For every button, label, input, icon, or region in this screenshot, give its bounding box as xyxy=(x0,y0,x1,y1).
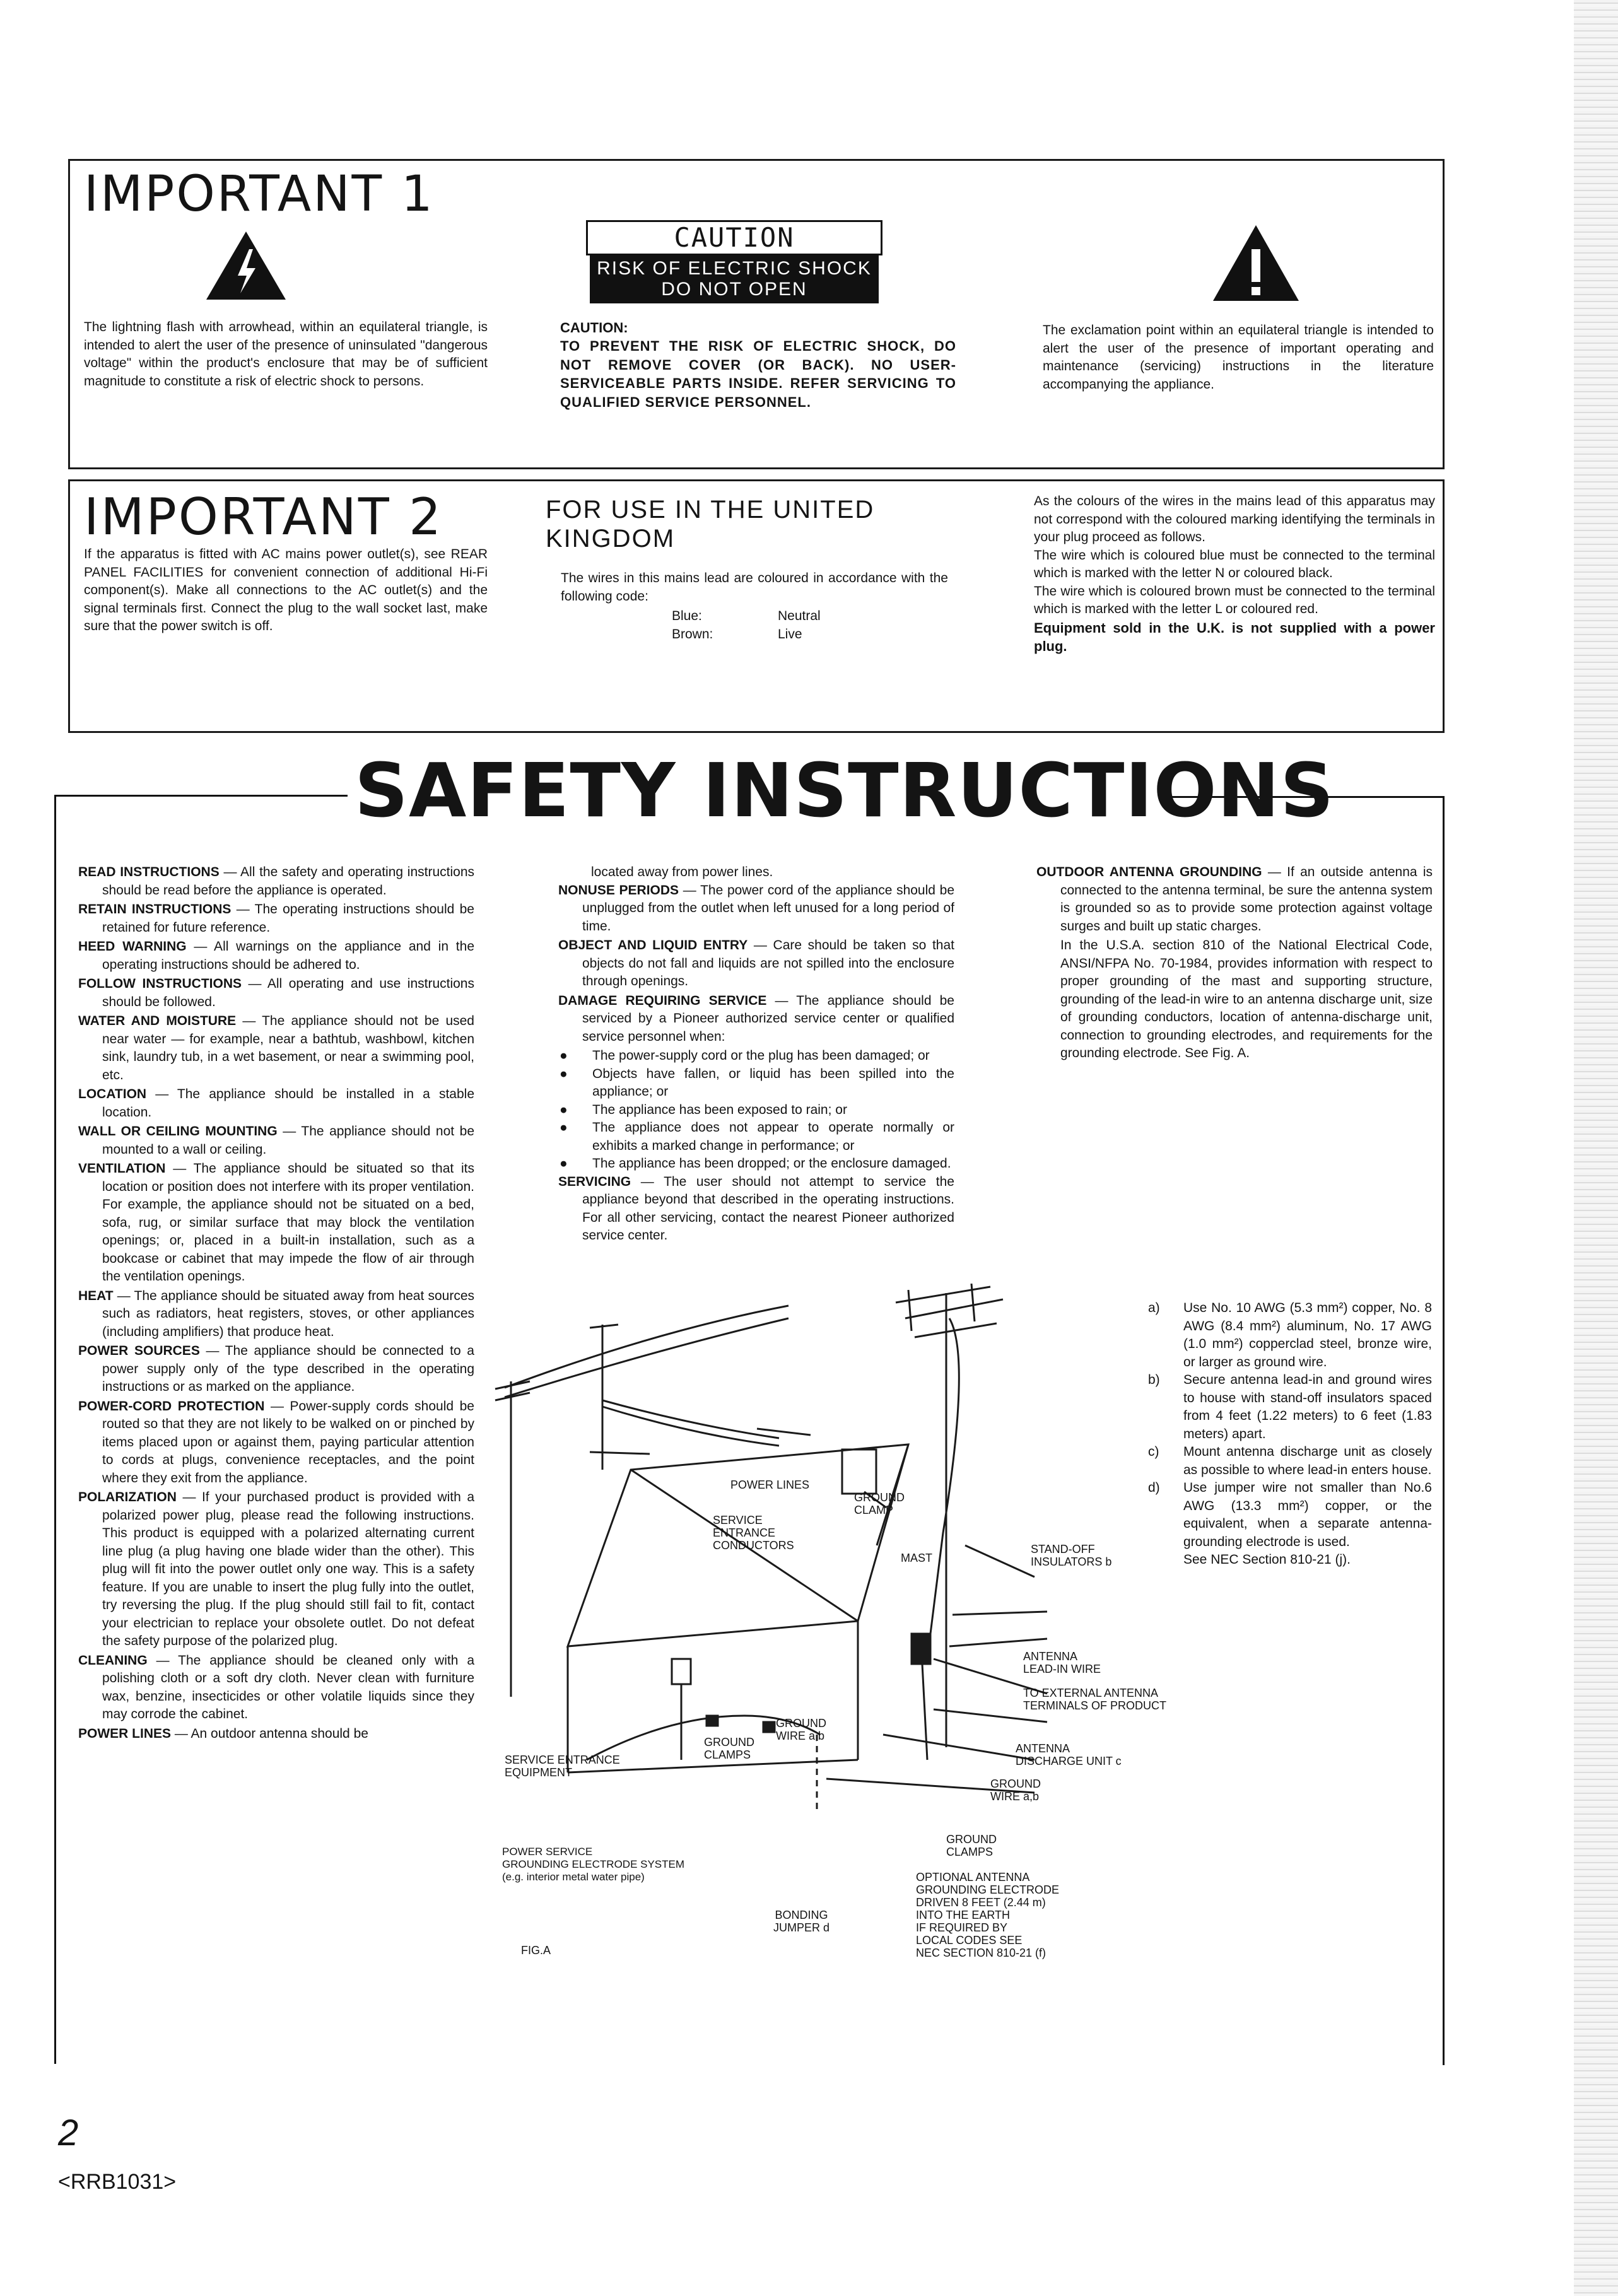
damage-condition-item: ● Objects have fallen, or liquid has been spilled into the appliance; or xyxy=(560,1066,954,1099)
safety-frame-right xyxy=(1443,796,1445,2065)
important-2-title: IMPORTANT 2 xyxy=(84,488,443,546)
safety-frame-left xyxy=(54,795,56,2064)
damage-condition-item: ● The appliance has been dropped; or the enclosure damaged. xyxy=(560,1155,954,1173)
label-ground-wire-upper: GROUND WIRE a,b xyxy=(776,1717,826,1742)
safety-column-2-items xyxy=(558,882,954,1046)
safety-item: POWER LINES — An outdoor antenna should be xyxy=(78,1726,368,1741)
safety-item: HEED WARNING — All warnings on the appliance and in the operating instructions should be adhered to. xyxy=(78,939,474,972)
label-to-external-antenna: TO EXTERNAL ANTENNA TERMINALS OF PRODUCT xyxy=(1023,1687,1167,1712)
safety-item: READ INSTRUCTIONS — All the safety and operating instructions should be read before the appliance is operated. xyxy=(78,865,474,898)
safety-item: LOCATION — The appliance should be installed in a stable location. xyxy=(78,1087,474,1120)
wire-code-row: Blue: Neutral xyxy=(672,609,821,623)
uk-plug-notice: Equipment sold in the U.K. is not supplied with a power plug. xyxy=(1034,619,1435,654)
model-code: <RRB1031> xyxy=(58,2170,177,2194)
wire-code-row: Brown: Live xyxy=(672,626,802,641)
label-ground-wire-lower: GROUND WIRE a,b xyxy=(990,1778,1041,1803)
bullet-icon: ● xyxy=(560,1102,568,1117)
antenna-note: d) Use jumper wire not smaller than No.6 AWG (13.3 mm²) copper, or the equivalent, when a separate antenna-grounding electrode is used. xyxy=(1148,1480,1432,1549)
label-service-entrance-conductors: SERVICE ENTRANCE CONDUCTORS xyxy=(713,1514,794,1552)
damage-condition-item: ● The appliance does not appear to operate normally or exhibits a marked change in performance; or xyxy=(560,1120,954,1153)
safety-item: CLEANING — The appliance should be cleaned only with a polishing cloth or a soft dry cloth. Never clean with furniture wax, benzine, insecticides or other volatile liquids since they may corrode the cabinet. xyxy=(78,1653,474,1721)
label-stand-off-insulators: STAND-OFF INSULATORS b xyxy=(1031,1543,1112,1568)
safety-rule-left xyxy=(54,795,348,797)
uk-wiring-instructions: As the colours of the wires in the mains lead of this apparatus may not correspond with the coloured marking identifying the terminals in your plug proceed as follows. The wire which is coloured blue must be connected to the terminal which is marked with the letter N or coloured black. The wire which is coloured brown must be connected to the terminal which is marked with the letter L or coloured red. Equipment sold in the U.K. is not supplied with a power plug. xyxy=(1034,493,1435,656)
safety-item: OUTDOOR ANTENNA GROUNDING — If an outside antenna is connected to the antenna terminal, be sure the antenna system is grounded so as to provide some protection against voltage surges and built up static charges. xyxy=(1036,865,1433,934)
safety-item: POWER SOURCES — The appliance should be connected to a power supply only of the type described in the operating instructions or as marked on the appliance. xyxy=(78,1344,474,1394)
label-service-entrance-equipment: SERVICE ENTRANCE EQUIPMENT xyxy=(505,1754,620,1779)
label-antenna-lead-in-wire: ANTENNA LEAD-IN WIRE xyxy=(1023,1650,1101,1675)
uk-wire-code-intro: The wires in this mains lead are coloured in accordance with the following code: xyxy=(561,571,948,604)
damage-condition-item: ● The power-supply cord or the plug has been damaged; or xyxy=(560,1047,954,1065)
bullet-icon: ● xyxy=(560,1066,568,1081)
lightning-warning-text: The lightning flash with arrowhead, within an equilateral triangle, is intended to alert the user of the presence of uninsulated "dangerous voltage" within the product's enclosure that may be of sufficient magnitude to constitute a risk of electric shock to persons. xyxy=(84,320,488,389)
safety-item: VENTILATION — The appliance should be situated so that its location or position does not interfere with its proper ventilation. For example, the appliance should not be situated on a bed, sofa, rug, or similar surface that may block the ventilation openings; or, placed in a built-in installation, such as a bookcase or cabinet that may impede the flow of air through the ventilation openings. xyxy=(78,1161,474,1284)
antenna-notes xyxy=(1148,1299,1432,1569)
antenna-note: a) Use No. 10 AWG (5.3 mm²) copper, No. 8 AWG (8.4 mm²) aluminum, No. 17 AWG (1.0 mm²) copperclad steel, bronze wire, or larger as ground wire. xyxy=(1148,1301,1432,1369)
antenna-note: See NEC Section 810-21 (j). xyxy=(1183,1552,1351,1567)
safety-column-2 xyxy=(558,864,954,1246)
caution-label: CAUTION xyxy=(586,220,882,255)
label-power-service-grounding: POWER SERVICE GROUNDING ELECTRODE SYSTEM (e.g. interior metal water pipe) xyxy=(502,1846,685,1883)
safety-column-3: OUTDOOR ANTENNA GROUNDING — If an outside antenna is connected to the antenna terminal, be sure the antenna system is grounded so as to provide some protection against voltage surges and built up static charges. In the U.S.A. section 810 of the National Electrical Code, ANSI/NFPA No. 70-1984, provides information with respect to proper grounding of the mast and supporting structure, grounding of the lead-in wire to an antenna discharge unit, size of grounding conductors, location of antenna-discharge unit, connection to grounding electrodes, and requirements for the grounding electrode. See Fig. A. xyxy=(1036,865,1433,1060)
bullet-icon: ● xyxy=(560,1048,568,1063)
power-lines-continuation: located away from power lines. xyxy=(591,865,773,879)
important-2-box xyxy=(68,479,1445,733)
uk-heading: FOR USE IN THE UNITED KINGDOM xyxy=(546,496,875,553)
safety-title: SAFETY INSTRUCTIONS xyxy=(355,747,1335,834)
damage-conditions-list xyxy=(558,1047,954,1173)
antenna-note: b) Secure antenna lead-in and ground wires to house with stand-off insulators spaced from 4 feet (1.22 meters) to 6 feet (1.83 meters) apart. xyxy=(1148,1373,1432,1441)
important-1-box xyxy=(68,159,1445,469)
scan-edge-shadow xyxy=(1574,0,1618,2296)
caution-text: TO PREVENT THE RISK OF ELECTRIC SHOCK, DO NOT REMOVE COVER (OR BACK). NO USER-SERVICEABLE PARTS INSIDE. REFER SERVICING TO QUALIFIED SERVICE PERSONNEL. xyxy=(560,338,956,410)
exclamation-triangle-icon xyxy=(1212,224,1300,302)
page-number: 2 xyxy=(58,2112,79,2153)
safety-item: RETAIN INSTRUCTIONS — The operating instructions should be retained for future reference. xyxy=(78,902,474,935)
antenna-note: c) Mount antenna discharge unit as closely as possible to where lead-in enters house. xyxy=(1148,1444,1432,1477)
safety-item: WATER AND MOISTURE — The appliance should not be used near water — for example, near a bathtub, washbowl, kitchen sink, laundry tub, in a wet basement, or near a swimming pool, etc. xyxy=(78,1014,474,1082)
safety-column-1 xyxy=(78,864,474,1744)
safety-item: DAMAGE REQUIRING SERVICE — The appliance should be serviced by a Pioneer authorized service center or qualified service personnel when: xyxy=(558,993,954,1044)
caution-heading: CAUTION: xyxy=(560,320,628,336)
important-1-title: IMPORTANT 1 xyxy=(84,166,435,223)
caution-do-not-open-line: DO NOT OPEN xyxy=(661,279,807,300)
safety-item: NONUSE PERIODS — The power cord of the appliance should be unplugged from the outlet when left unused for a long period of time. xyxy=(558,882,955,934)
safety-item: OBJECT AND LIQUID ENTRY — Care should be taken so that objects do not fall and liquids are not spilled into the enclosure through openings. xyxy=(558,938,954,988)
label-optional-antenna-grounding: OPTIONAL ANTENNA GROUNDING ELECTRODE DRIVEN 8 FEET (2.44 m) INTO THE EARTH IF REQUIRED BY LOCAL CODES SEE NEC SECTION 810-21 (f) xyxy=(916,1871,1060,1959)
label-bonding-jumper: BONDING JUMPER d xyxy=(773,1909,830,1934)
lightning-triangle-icon xyxy=(205,230,287,301)
caution-risk-line: RISK OF ELECTRIC SHOCK xyxy=(597,258,872,279)
wire-colour-table xyxy=(672,607,821,643)
safety-item: WALL OR CEILING MOUNTING — The appliance should not be mounted to a wall or ceiling. xyxy=(78,1124,474,1157)
label-ground-clamp: GROUND CLAMP xyxy=(854,1491,905,1516)
bullet-icon: ● xyxy=(560,1156,568,1171)
label-ground-clamps-mid: GROUND CLAMPS xyxy=(704,1736,754,1761)
safety-item: SERVICING — The user should not attempt to service the appliance beyond that described in the operating instructions. For all other servicing, contact the nearest Pioneer authorized service center. xyxy=(558,1174,954,1243)
caution-label-plate xyxy=(586,220,882,300)
figure-label: FIG.A xyxy=(521,1944,551,1957)
label-mast: MAST xyxy=(901,1552,933,1564)
safety-item: POLARIZATION — If your purchased product is provided with a polarized power plug, please read the following instructions. This product is equipped with a polarized alternating current line plug (a plug having one blade wider than the other). This plug will fit into the power outlet only one way. This is a safety feature. If you are unable to insert the plug fully into the outlet, try reversing the plug. If the plug should still fail to fit, contact your electrician to replace your obsolete outlet. Do not defeat the safety purpose of the polarized plug. xyxy=(78,1490,474,1648)
safety-item: POWER-CORD PROTECTION — Power-supply cords should be routed so that they are not likely to be walked on or pinched by items placed upon or against them, paying particular attention to cords at plugs, convenience receptacles, and the point where they exit from the appliance. xyxy=(78,1398,474,1485)
label-ground-clamps-lower: GROUND CLAMPS xyxy=(946,1833,997,1858)
safety-item: FOLLOW INSTRUCTIONS — All operating and use instructions should be followed. xyxy=(78,976,474,1009)
important-2-text: If the apparatus is fitted with AC mains power outlet(s), see REAR PANEL FACILITIES for convenient connection of additional Hi-Fi component(s). Make all connections to the AC outlet(s) and the signal terminals first. Connect the plug to the wall socket last, make sure that the power switch is off. xyxy=(84,547,488,633)
label-antenna-discharge-unit: ANTENNA DISCHARGE UNIT c xyxy=(1016,1742,1122,1767)
damage-condition-item: ● The appliance has been exposed to rain; or xyxy=(560,1101,954,1120)
safety-item: HEAT — The appliance should be situated away from heat sources such as radiators, heat registers, stoves, or other appliances (including amplifiers) that produce heat. xyxy=(78,1288,474,1339)
label-power-lines: POWER LINES xyxy=(730,1479,810,1491)
bullet-icon: ● xyxy=(560,1120,568,1135)
exclamation-warning-text: The exclamation point within an equilateral triangle is intended to alert the user of the presence of important operating and maintenance (servicing) instructions in the literature accompanying the appliance. xyxy=(1043,323,1434,392)
